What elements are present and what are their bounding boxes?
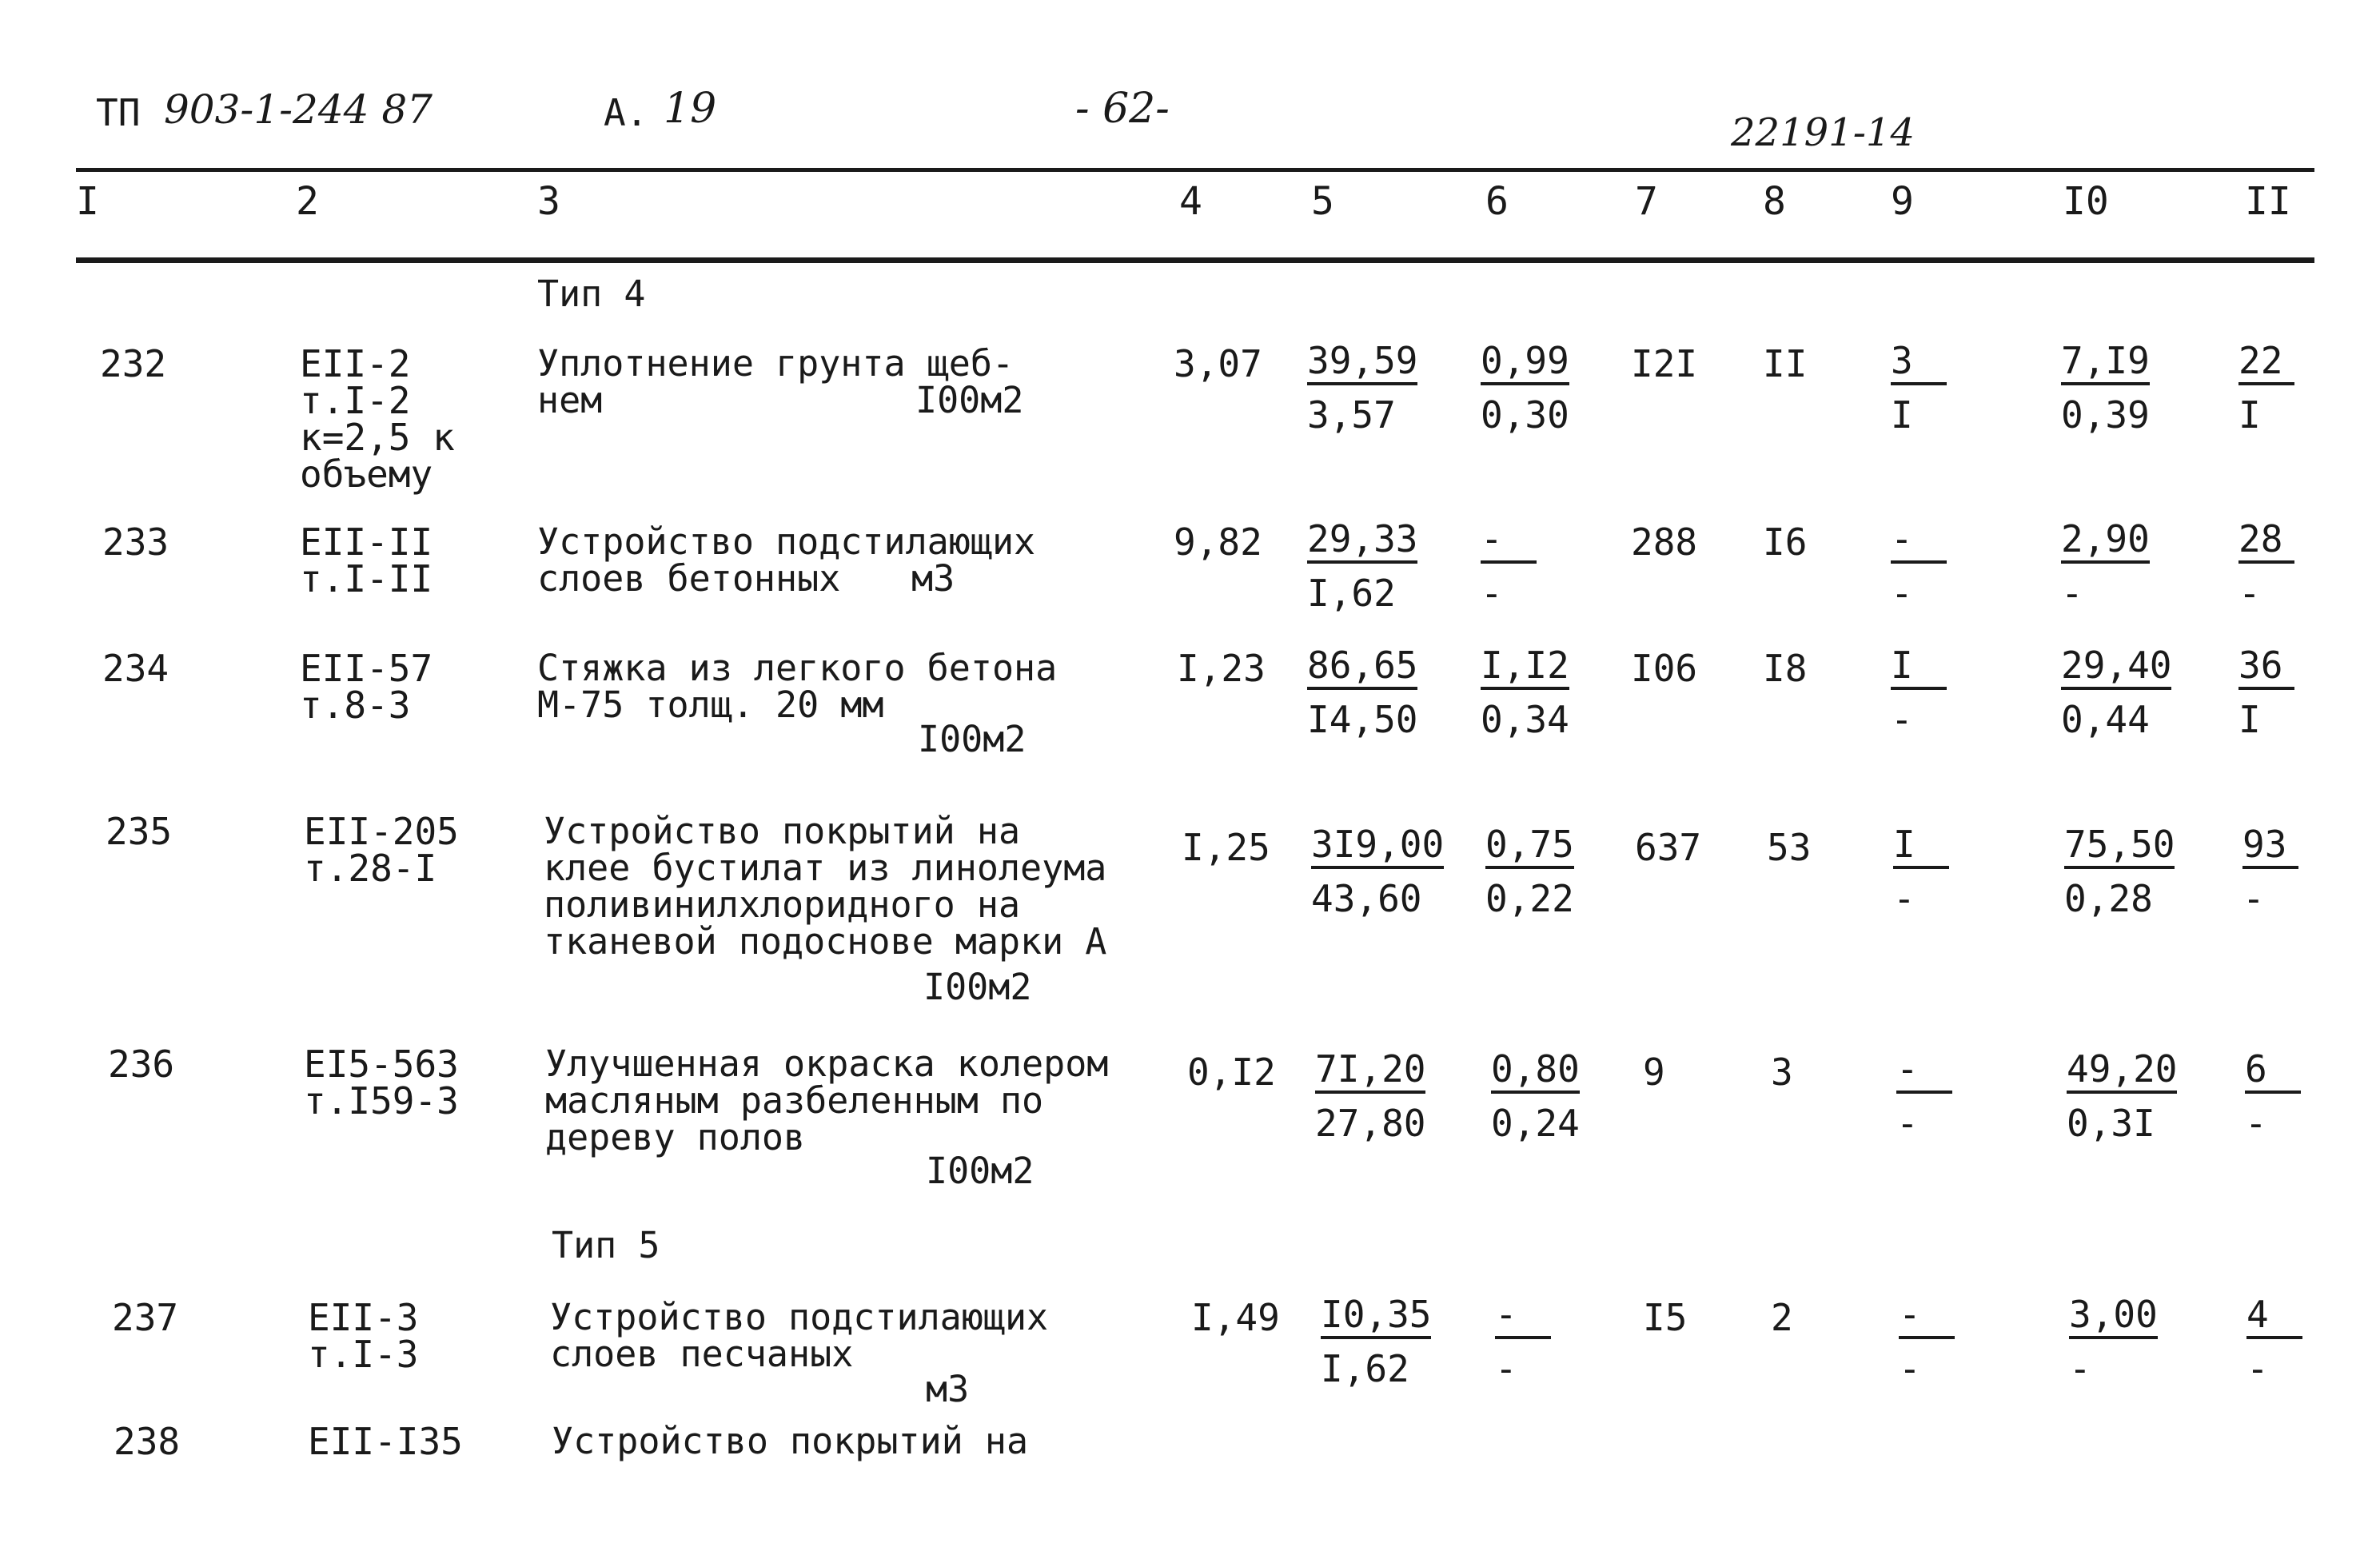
row-col9-num: I: [1891, 647, 1947, 690]
row-number: 234: [102, 647, 169, 690]
row-col5-den: I4,50: [1307, 698, 1418, 741]
row-col5-num: 39,59: [1307, 342, 1417, 385]
col-header-2: 2: [296, 179, 319, 224]
row-col9: [1891, 339, 1947, 437]
row-col9-den: I: [1891, 393, 1913, 437]
row-col11-num: 93: [2242, 826, 2298, 869]
row-description: Устройство подстилающих: [537, 520, 1036, 563]
row-col5: [1315, 1047, 1426, 1145]
col-header-9: 9: [1891, 179, 1914, 224]
row-col10: [2061, 644, 2172, 741]
row-description: клее бустилат из линолеума: [544, 847, 1107, 889]
row-number: 236: [108, 1043, 175, 1086]
row-col10: [2064, 823, 2175, 920]
col-header-1: I: [76, 179, 99, 224]
row-code: EII-I35: [308, 1420, 463, 1463]
row-code: EII-57: [300, 647, 433, 690]
row-col10-den: 0,39: [2061, 393, 2150, 437]
row-col6-den: -: [1495, 1347, 1517, 1390]
row-col10-num: 49,20: [2067, 1051, 2177, 1094]
row-col5-den: 43,60: [1311, 877, 1422, 920]
row-col5-num: 86,65: [1307, 647, 1417, 690]
row-number: 237: [112, 1296, 179, 1339]
row-col5-den: I,62: [1321, 1347, 1409, 1390]
row-col11: [2242, 823, 2298, 920]
row-col4: 9,82: [1174, 520, 1262, 564]
row-description: М-75 толщ. 20 мм: [537, 684, 884, 726]
row-unit: I00м2: [918, 718, 1027, 760]
row-description: нем: [537, 379, 603, 421]
row-col9-num: -: [1899, 1296, 1955, 1339]
row-col11-num: 6: [2245, 1051, 2301, 1094]
album-number: 19: [664, 85, 717, 133]
row-col10-den: 0,3I: [2067, 1102, 2155, 1145]
col-header-7: 7: [1635, 179, 1658, 224]
row-col6-num: -: [1481, 520, 1537, 564]
row-description: масляным разбеленным по: [545, 1079, 1044, 1122]
row-unit: I00м2: [923, 966, 1032, 1008]
row-col10-den: 0,28: [2064, 877, 2153, 920]
row-col11-num: 4: [2246, 1296, 2302, 1339]
row-description: Стяжка из легкого бетона: [537, 647, 1058, 689]
row-code: EII-II: [300, 520, 433, 564]
row-col7: 9: [1643, 1051, 1665, 1094]
row-col6-den: 0,24: [1491, 1102, 1580, 1145]
row-col9-num: I: [1893, 826, 1949, 869]
row-unit: м3: [911, 557, 955, 600]
row-col5-num: 29,33: [1307, 520, 1417, 564]
row-description: Устройство подстилающих: [550, 1296, 1049, 1338]
row-code: EI5-563: [304, 1043, 459, 1086]
row-col10: [2061, 339, 2150, 437]
row-col11-den: I: [2238, 698, 2261, 741]
row-col10-num: 7,I9: [2061, 342, 2150, 385]
row-col10: [2067, 1047, 2178, 1145]
row-code: т.I-3: [308, 1333, 419, 1376]
row-code: EII-205: [304, 810, 459, 853]
row-col9: [1899, 1293, 1955, 1390]
row-description: дереву полов: [545, 1116, 806, 1158]
row-col4: 3,07: [1174, 342, 1262, 385]
row-col8: II: [1763, 342, 1808, 385]
row-col10-num: 2,90: [2061, 520, 2150, 564]
sheet-code: 22191-14: [1731, 110, 1915, 155]
row-col10-den: 0,44: [2061, 698, 2150, 741]
row-col8: I8: [1763, 647, 1808, 690]
row-col10-den: -: [2069, 1347, 2091, 1390]
row-unit: м3: [926, 1368, 970, 1410]
row-col5-num: 7I,20: [1315, 1051, 1425, 1094]
col-header-11: II: [2245, 179, 2291, 224]
row-col11: [2238, 517, 2294, 615]
doc-number: 903-1-244 87: [164, 86, 433, 133]
row-code: EII-2: [300, 342, 411, 385]
col-header-8: 8: [1763, 179, 1786, 224]
row-col10-num: 75,50: [2064, 826, 2175, 869]
row-col8: 2: [1771, 1296, 1793, 1339]
row-col11: [2245, 1047, 2301, 1145]
row-col10-num: 3,00: [2069, 1296, 2158, 1339]
row-col4: I,49: [1191, 1296, 1280, 1339]
row-col5-num: I0,35: [1321, 1296, 1431, 1339]
row-description: поливинилхлоридного на: [544, 883, 1021, 926]
row-col4: I,23: [1177, 647, 1266, 690]
row-col6: [1481, 517, 1537, 615]
row-col9: [1896, 1047, 1952, 1145]
row-description: Улучшенная окраска колером: [545, 1043, 1109, 1085]
row-description: слоев бетонных: [537, 557, 841, 600]
page-number: - 62-: [1075, 85, 1170, 133]
row-number: 233: [102, 520, 169, 564]
row-code: т.I-2: [300, 379, 411, 422]
row-col11-num: 22: [2238, 342, 2294, 385]
row-description: тканевой подоснове марки А: [544, 920, 1107, 963]
row-col5-num: 3I9,00: [1311, 826, 1444, 869]
row-col5: [1307, 339, 1418, 437]
row-col6-num: 0,75: [1485, 826, 1574, 869]
row-col6-den: -: [1481, 572, 1503, 615]
row-code: т.I59-3: [304, 1079, 459, 1122]
row-code: т.8-3: [300, 684, 411, 727]
row-code: к=2,5 к: [300, 416, 455, 459]
row-col9-den: -: [1893, 877, 1916, 920]
row-col10: [2061, 517, 2150, 615]
row-code: т.I-II: [300, 557, 433, 600]
row-col10: [2069, 1293, 2158, 1390]
row-description: Устройство покрытий на: [544, 810, 1021, 852]
row-col7: 637: [1635, 826, 1702, 869]
album-prefix: А.: [604, 91, 648, 134]
row-number: 232: [100, 342, 167, 385]
doc-prefix: ТП: [96, 91, 141, 134]
section-title-type4: Тип 4: [537, 273, 646, 315]
row-col5: [1311, 823, 1445, 920]
row-col8: 53: [1767, 826, 1812, 869]
row-col10-den: -: [2061, 572, 2083, 615]
row-col4: I,25: [1182, 826, 1270, 869]
row-col6-num: 0,99: [1481, 342, 1569, 385]
row-col6: [1485, 823, 1574, 920]
row-col4: 0,I2: [1187, 1051, 1276, 1094]
row-col5: [1307, 644, 1418, 741]
header-rule: [76, 257, 2314, 263]
row-col11-den: -: [2246, 1347, 2269, 1390]
row-col6: [1491, 1047, 1580, 1145]
row-col6: [1481, 644, 1569, 741]
row-unit: I00м2: [915, 379, 1024, 421]
row-code: т.28-I: [304, 847, 437, 890]
section-title-type5: Тип 5: [552, 1224, 660, 1266]
row-col11: [2246, 1293, 2302, 1390]
row-description: Устройство покрытий на: [552, 1420, 1029, 1462]
row-col10-num: 29,40: [2061, 647, 2171, 690]
row-col9: [1891, 517, 1947, 615]
row-col6-num: 0,80: [1491, 1051, 1580, 1094]
row-col11: [2238, 339, 2294, 437]
row-col9: [1891, 644, 1947, 741]
row-col8: I6: [1763, 520, 1808, 564]
row-col6: [1495, 1293, 1551, 1390]
row-col7: I5: [1643, 1296, 1688, 1339]
row-col6-den: 0,22: [1485, 877, 1574, 920]
col-header-6: 6: [1485, 179, 1509, 224]
row-description: Уплотнение грунта щеб-: [537, 342, 1015, 385]
col-header-3: 3: [537, 179, 560, 224]
row-col9-num: 3: [1891, 342, 1947, 385]
row-col9-den: -: [1891, 572, 1913, 615]
row-col11-den: -: [2238, 572, 2261, 615]
row-unit: I00м2: [926, 1150, 1035, 1192]
row-col9: [1893, 823, 1949, 920]
col-header-10: I0: [2063, 179, 2109, 224]
row-col6-den: 0,30: [1481, 393, 1569, 437]
col-header-5: 5: [1311, 179, 1334, 224]
row-col9-den: -: [1891, 698, 1913, 741]
row-col11-den: -: [2245, 1102, 2267, 1145]
row-col11-den: I: [2238, 393, 2261, 437]
top-rule: [76, 168, 2314, 172]
row-col11-num: 36: [2238, 647, 2294, 690]
row-col6-num: I,I2: [1481, 647, 1569, 690]
row-col6: [1481, 339, 1569, 437]
row-col5-den: 3,57: [1307, 393, 1396, 437]
row-col9-den: -: [1896, 1102, 1919, 1145]
row-col5-den: I,62: [1307, 572, 1396, 615]
row-col7: I2I: [1631, 342, 1698, 385]
row-col11: [2238, 644, 2294, 741]
row-col9-den: -: [1899, 1347, 1921, 1390]
col-header-4: 4: [1179, 179, 1202, 224]
row-number: 235: [106, 810, 173, 853]
row-col6-num: -: [1495, 1296, 1551, 1339]
row-col5: [1321, 1293, 1432, 1390]
row-col11-den: -: [2242, 877, 2265, 920]
row-col11-num: 28: [2238, 520, 2294, 564]
row-code: объему: [300, 453, 433, 496]
row-col6-den: 0,34: [1481, 698, 1569, 741]
row-col8: 3: [1771, 1051, 1793, 1094]
row-col5: [1307, 517, 1418, 615]
row-col9-num: -: [1896, 1051, 1952, 1094]
row-col9-num: -: [1891, 520, 1947, 564]
row-col7: 288: [1631, 520, 1698, 564]
row-number: 238: [114, 1420, 181, 1463]
row-code: EII-3: [308, 1296, 419, 1339]
row-col7: I06: [1631, 647, 1698, 690]
row-description: слоев песчаных: [550, 1333, 854, 1375]
row-col5-den: 27,80: [1315, 1102, 1426, 1145]
